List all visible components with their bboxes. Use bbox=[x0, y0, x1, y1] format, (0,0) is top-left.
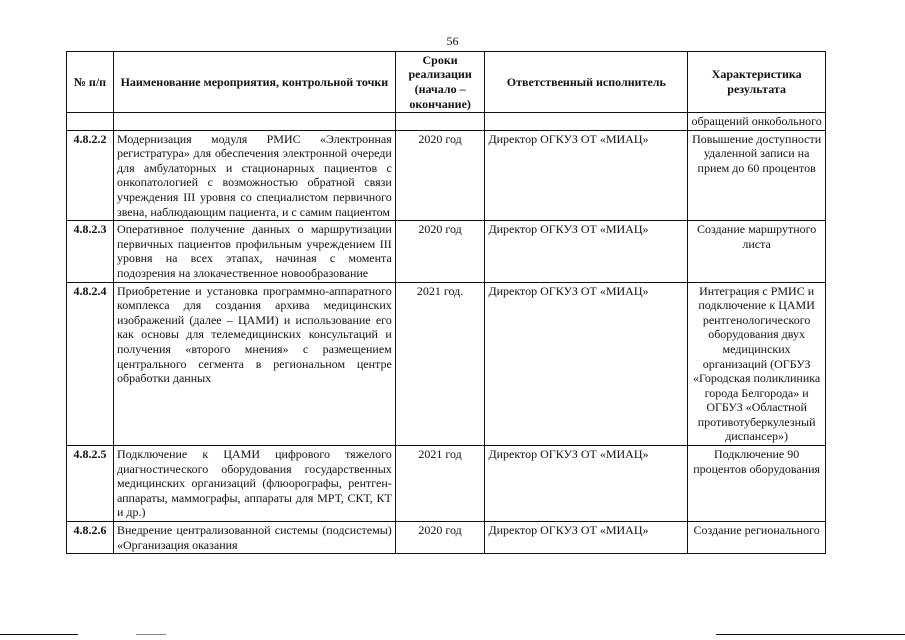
row-result: Интеграция с РМИС и подключение к ЦАМИ рентгенологического оборудования двух медицинских организаций (ОГБУЗ «Городская поликлиника города Белгорода» и ОГБУЗ «Областной противотуберкулезный диспансер») bbox=[688, 282, 826, 446]
row-executor bbox=[485, 113, 688, 131]
row-result: Повышение доступности удаленной записи на прием до 60 процентов bbox=[688, 130, 826, 221]
row-term: 2021 год. bbox=[395, 282, 485, 446]
row-term: 2020 год bbox=[395, 130, 485, 221]
row-result: Создание маршрутного листа bbox=[688, 221, 826, 282]
row-executor: Директор ОГКУЗ ОТ «МИАЦ» bbox=[485, 446, 688, 522]
row-term bbox=[395, 113, 485, 131]
header-term: Сроки реализации (начало – окончание) bbox=[395, 52, 485, 113]
row-term: 2021 год bbox=[395, 446, 485, 522]
table-row bbox=[67, 130, 826, 221]
table-row bbox=[67, 446, 826, 522]
table-body bbox=[67, 113, 826, 554]
table-header bbox=[67, 52, 826, 113]
scan-edge-line-middle bbox=[136, 634, 166, 635]
measures-table bbox=[66, 51, 826, 554]
page-number: 56 bbox=[446, 34, 459, 48]
row-executor: Директор ОГКУЗ ОТ «МИАЦ» bbox=[485, 130, 688, 221]
table-row bbox=[67, 221, 826, 282]
row-num: 4.8.2.3 bbox=[67, 221, 114, 282]
row-name: Подключение к ЦАМИ цифрового тяжелого диагностического оборудования государственных медицинских организаций (флюорографы, рентген-аппараты, маммографы, аппараты для МРТ, СКТ, КТ и др.) bbox=[113, 446, 395, 522]
row-name: Внедрение централизованной системы (подсистемы) «Организация оказания bbox=[113, 522, 395, 554]
row-name: Оперативное получение данных о маршрутизации первичных пациентов профильным учреждением III уровня на всех этапах, начиная с момента подозрения на злокачественное новообразование bbox=[113, 221, 395, 282]
row-result: Создание регионального bbox=[688, 522, 826, 554]
scan-edge-line-left bbox=[0, 634, 78, 635]
header-row bbox=[67, 52, 826, 113]
row-name: Модернизация модуля РМИС «Электронная регистратура» для обеспечения электронной очереди для амбулаторных и стационарных пациентов с онкопатологией с возможностью обратной связи учреждения III уровня со специалистом первичного звена, наблюдающим пациента, и с самим пациентом bbox=[113, 130, 395, 221]
row-executor: Директор ОГКУЗ ОТ «МИАЦ» bbox=[485, 221, 688, 282]
row-executor: Директор ОГКУЗ ОТ «МИАЦ» bbox=[485, 522, 688, 554]
header-num: № п/п bbox=[67, 52, 114, 113]
row-num: 4.8.2.6 bbox=[67, 522, 114, 554]
header-result: Характеристика результата bbox=[688, 52, 826, 113]
table-row bbox=[67, 282, 826, 446]
row-num: 4.8.2.2 bbox=[67, 130, 114, 221]
row-executor: Директор ОГКУЗ ОТ «МИАЦ» bbox=[485, 282, 688, 446]
table-row bbox=[67, 522, 826, 554]
row-num bbox=[67, 113, 114, 131]
table-row bbox=[67, 113, 826, 131]
row-name: Приобретение и установка программно-аппаратного комплекса для создания архива медицинских изображений (далее – ЦАМИ) и использование его как основы для телемедицинских консультаций и получения «второго мнения» с размещением центрального сегмента в региональном центре обработки данных bbox=[113, 282, 395, 446]
row-result: обращений онкобольного bbox=[688, 113, 826, 131]
row-num: 4.8.2.4 bbox=[67, 282, 114, 446]
row-term: 2020 год bbox=[395, 522, 485, 554]
row-num: 4.8.2.5 bbox=[67, 446, 114, 522]
header-name: Наименование мероприятия, контрольной точки bbox=[113, 52, 395, 113]
row-result: Подключение 90 процентов оборудования bbox=[688, 446, 826, 522]
header-executor: Ответственный исполнитель bbox=[485, 52, 688, 113]
row-term: 2020 год bbox=[395, 221, 485, 282]
scan-edge-line-right bbox=[716, 634, 905, 635]
row-name bbox=[113, 113, 395, 131]
